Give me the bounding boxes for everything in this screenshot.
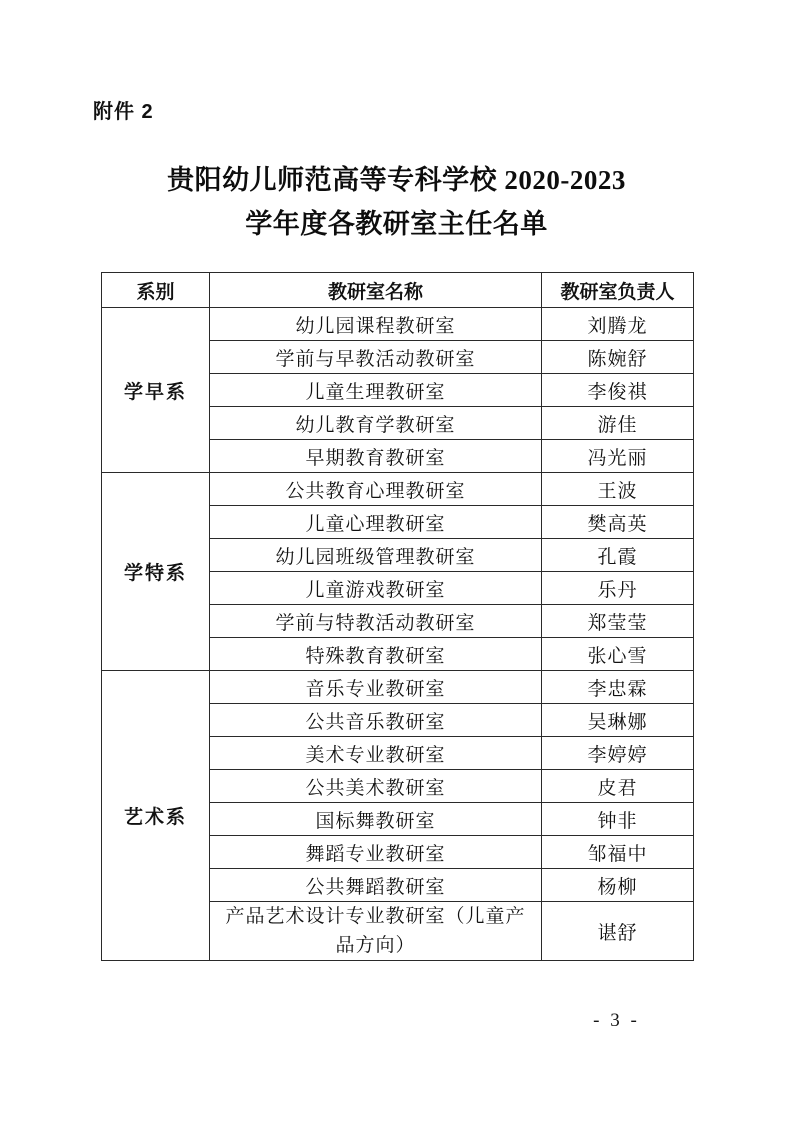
office-cell: 国标舞教研室	[210, 803, 542, 836]
office-cell: 儿童游戏教研室	[210, 572, 542, 605]
office-cell: 音乐专业教研室	[210, 671, 542, 704]
office-cell: 儿童心理教研室	[210, 506, 542, 539]
office-cell: 公共音乐教研室	[210, 704, 542, 737]
teaching-office-directors-table	[101, 272, 694, 961]
head-cell: 杨柳	[542, 869, 694, 902]
office-cell: 公共舞蹈教研室	[210, 869, 542, 902]
column-header-office: 教研室名称	[210, 273, 542, 308]
department-cell: 学早系	[102, 308, 210, 473]
column-header-head: 教研室负责人	[542, 273, 694, 308]
office-cell: 幼儿园班级管理教研室	[210, 539, 542, 572]
head-cell: 冯光丽	[542, 440, 694, 473]
office-cell: 公共美术教研室	[210, 770, 542, 803]
head-cell: 谌舒	[542, 902, 694, 961]
head-cell: 游佳	[542, 407, 694, 440]
department-cell: 艺术系	[102, 671, 210, 961]
head-cell: 陈婉舒	[542, 341, 694, 374]
head-cell: 张心雪	[542, 638, 694, 671]
head-cell: 王波	[542, 473, 694, 506]
column-header-department: 系别	[102, 273, 210, 308]
office-cell: 幼儿园课程教研室	[210, 308, 542, 341]
table-row	[102, 473, 694, 506]
office-cell-line-2: 品方向）	[335, 935, 416, 956]
head-cell: 钟非	[542, 803, 694, 836]
head-cell: 乐丹	[542, 572, 694, 605]
department-cell: 学特系	[102, 473, 210, 671]
head-cell: 樊高英	[542, 506, 694, 539]
office-cell	[210, 902, 542, 961]
office-cell: 舞蹈专业教研室	[210, 836, 542, 869]
office-cell: 儿童生理教研室	[210, 374, 542, 407]
office-cell: 特殊教育教研室	[210, 638, 542, 671]
page-title-line-1: 贵阳幼儿师范高等专科学校 2020-2023	[167, 165, 626, 195]
table-row	[102, 308, 694, 341]
head-cell: 李忠霖	[542, 671, 694, 704]
office-cell: 学前与早教活动教研室	[210, 341, 542, 374]
head-cell: 李俊祺	[542, 374, 694, 407]
office-cell: 学前与特教活动教研室	[210, 605, 542, 638]
head-cell: 邹福中	[542, 836, 694, 869]
head-cell: 孔霞	[542, 539, 694, 572]
table-header-row	[102, 273, 694, 308]
office-cell: 美术专业教研室	[210, 737, 542, 770]
page-number: - 3 -	[593, 1010, 640, 1031]
office-cell: 幼儿教育学教研室	[210, 407, 542, 440]
office-cell: 公共教育心理教研室	[210, 473, 542, 506]
office-cell-line-1: 产品艺术设计专业教研室（儿童产	[225, 906, 526, 927]
page-title	[0, 158, 793, 246]
head-cell: 刘腾龙	[542, 308, 694, 341]
table-row	[102, 671, 694, 704]
head-cell: 郑莹莹	[542, 605, 694, 638]
office-cell: 早期教育教研室	[210, 440, 542, 473]
head-cell: 李婷婷	[542, 737, 694, 770]
page-title-line-2: 学年度各教研室主任名单	[245, 209, 548, 239]
head-cell: 吴琳娜	[542, 704, 694, 737]
attachment-label: 附件 2	[93, 101, 154, 123]
head-cell: 皮君	[542, 770, 694, 803]
